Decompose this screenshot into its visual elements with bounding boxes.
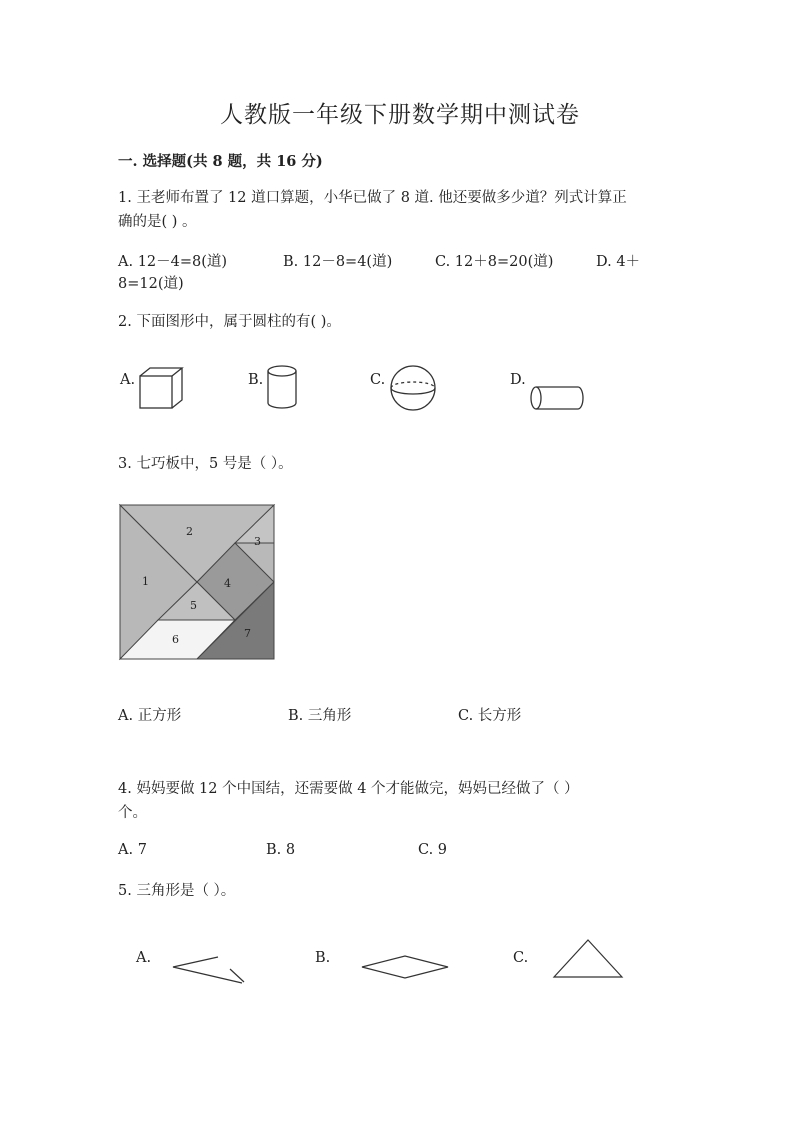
question-4-line-2: 个。 [118,805,147,821]
tangram-label-1: 1 [142,575,149,588]
triangle-figure [552,938,624,980]
question-5-label-c[interactable]: C. [513,950,529,966]
question-5-label-b[interactable]: B. [315,950,331,966]
question-3-option-b[interactable]: B. 三角形 [288,708,352,724]
question-1-option-a[interactable]: A. 12－4=8(道) [118,254,228,270]
question-4-option-a[interactable]: A. 7 [118,842,147,858]
question-4-line-1: 4. 妈妈要做 12 个中国结，还需要做 4 个才能做完，妈妈已经做了（ ） [118,781,579,797]
question-5-text: 5. 三角形是（ ）。 [118,883,236,899]
question-2-label-a[interactable]: A. [120,372,136,388]
cube-figure [138,366,184,410]
open-shape-figure [170,955,250,987]
tangram-label-3: 3 [254,535,261,548]
horizontal-cylinder-figure [528,384,586,412]
question-3-option-c[interactable]: C. 长方形 [458,708,522,724]
cylinder-figure [266,364,300,410]
question-2-text: 2. 下面图形中，属于圆柱的有( )。 [118,314,341,330]
question-5-label-a[interactable]: A. [136,950,152,966]
question-1-line-2: 确的是( ) 。 [118,214,197,230]
question-2-label-c[interactable]: C. [370,372,386,388]
tangram-label-4: 4 [224,577,231,590]
question-4-option-b[interactable]: B. 8 [266,842,296,858]
question-1-line-1: 1. 王老师布置了 12 道口算题，小华已做了 8 道. 他还要做多少道？列式计算正 [118,190,627,206]
tangram-label-5: 5 [190,599,197,612]
page-title: 人教版一年级下册数学期中测试卷 [220,102,580,128]
tangram-label-7: 7 [244,627,251,640]
question-1-option-d-continued: 8=12(道) [118,276,184,292]
question-4-option-c[interactable]: C. 9 [418,842,448,858]
tangram-label-6: 6 [172,633,179,646]
rhombus-figure [360,953,450,981]
question-2-label-b[interactable]: B. [248,372,264,388]
question-1-option-d[interactable]: D. 4＋ [596,254,641,270]
question-2-label-d[interactable]: D. [510,372,526,388]
question-3-option-a[interactable]: A. 正方形 [118,708,182,724]
tangram-label-2: 2 [186,525,193,538]
section-heading: 一. 选择题(共 8 题，共 16 分) [118,153,323,170]
question-1-option-b[interactable]: B. 12－8=4(道) [283,254,393,270]
tangram-figure [120,505,276,661]
sphere-figure [388,364,438,412]
question-3-text: 3. 七巧板中，5 号是（ ）。 [118,456,293,472]
question-1-option-c[interactable]: C. 12＋8=20(道) [435,254,554,270]
